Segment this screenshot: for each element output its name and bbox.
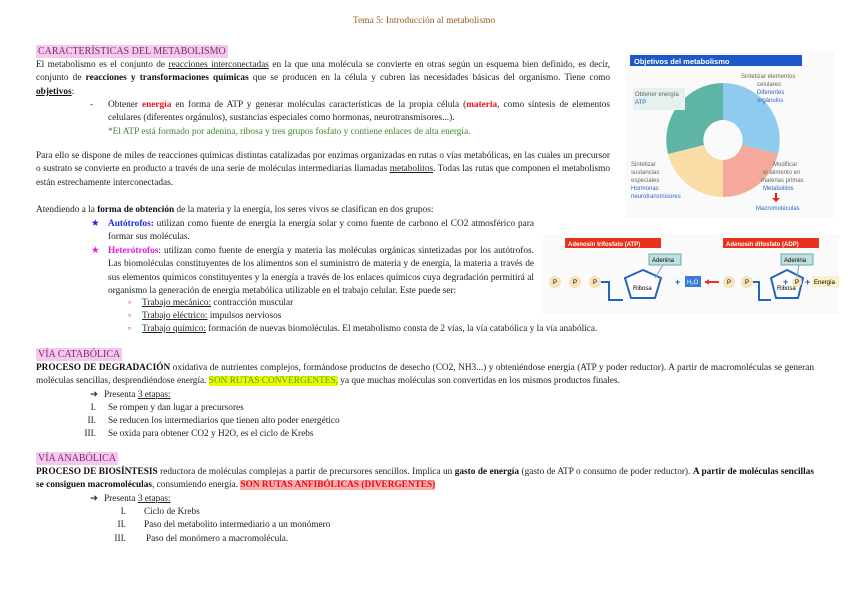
label: Obtener energía	[635, 92, 679, 98]
presenta-line	[90, 389, 171, 402]
objetivos-term: objetivos	[36, 86, 72, 97]
square-bullet-icon: ▫	[128, 298, 132, 308]
phosphate: P	[727, 280, 732, 286]
text: : utilizan como fuente de energía y materia las moléculas orgánicas sintetizadas por los autótrofos. Las biomoléculas constituyentes de los alimentos son el suministro de materia y de energía, la materia a través de sus elementos químicos constituyentes y la energía a través de los enlaces químicos cuya degradación permitirá al organismo la generación de energía metabólica utilizable en el trabajo celular. Este puede ser:	[108, 246, 534, 297]
phosphate: P	[553, 280, 558, 286]
label: celulares	[757, 82, 782, 88]
objetivos-metabolismo-figure	[625, 52, 835, 218]
atp-adp-diagram	[543, 234, 839, 314]
bold-term: A partir de moléculas sencillas se consiguen macromoléculas	[36, 467, 814, 491]
arrow-icon: ➔	[90, 494, 98, 504]
energia-term: energía	[141, 100, 172, 110]
step-text: Se rompen y dan lugar a precursores	[108, 403, 244, 413]
heterotrofos-item	[108, 245, 534, 299]
label: neurotransmisores	[631, 194, 681, 200]
adenina-label: Adenina	[652, 258, 675, 264]
label: Hormonas	[631, 186, 659, 192]
segment-bottom-left	[668, 145, 723, 197]
step-text: Ciclo de Krebs	[144, 507, 200, 517]
step-text: Paso del monómero a macromolécula.	[146, 534, 289, 544]
trabajo-item	[128, 297, 293, 310]
arrow-icon: ➔	[90, 390, 98, 400]
step-number: II.	[87, 416, 96, 426]
step-text: Paso del metabolito intermediario a un monómero	[144, 520, 331, 530]
trabajo-item	[128, 310, 281, 323]
bullet-dash: -	[90, 100, 94, 110]
text: , consumiendo energía.	[152, 480, 241, 491]
text: de la materia y la energía, los seres vivos se clasifican en dos grupos:	[174, 205, 434, 215]
text: oxidativa de nutrientes complejos, formándose productos de desecho (CO2, NH3...) y obteniéndose energía (ATP y poder reductor). A partir de macromoléculas se generan moléculas sencillas, desprendiéndose energía.	[36, 363, 814, 387]
label: sustancias	[631, 170, 660, 176]
text: El metabolismo es el conjunto de	[36, 60, 169, 70]
label: Sintetizar elementos	[741, 74, 796, 80]
phosphate: P	[795, 280, 800, 286]
trabajo-text: contracción muscular	[211, 298, 294, 308]
step-number: I.	[120, 507, 126, 517]
label: Modificar	[773, 162, 798, 168]
square-bullet-icon: ▫	[128, 311, 132, 321]
metabolitos-term: metabolitos	[389, 164, 434, 175]
paragraph-definition	[36, 59, 610, 99]
atp-title: Adenosín trifosfato (ATP)	[568, 242, 641, 248]
label: especiales	[631, 178, 660, 184]
text: , como síntesis de elementos celulares (diferentes orgánulos), sustancias especiales como hormonas, neurotransmisores...).	[108, 100, 610, 124]
label: Metabolitos	[763, 186, 794, 192]
label: Macromoléculas	[756, 206, 800, 212]
plus-sign: +	[675, 277, 681, 287]
down-arrow-icon	[772, 193, 780, 202]
water-label: H₂O	[687, 280, 699, 286]
atp-adp-figure	[543, 234, 839, 314]
text: ya que muchas moléculas son convertidas en los mismos productos finales.	[337, 376, 620, 387]
donut-chart	[625, 52, 835, 218]
underlined-term: 3 etapas:	[137, 494, 171, 504]
plus-sign: +	[783, 277, 789, 287]
highlight-convergentes: SON RUTAS CONVERGENTES,	[208, 376, 338, 387]
trabajo-text: formación de nuevas biomoléculas. El metabolismo consta de 2 vías, la vía catabólica y la vía anabólica.	[205, 324, 598, 334]
star-icon: ★	[91, 246, 100, 256]
star-icon: ★	[91, 219, 100, 229]
label: materias primas	[761, 178, 804, 184]
autotrofos-term: Autótrofos:	[108, 219, 154, 229]
adp-title: Adenosín difosfato (ADP)	[726, 242, 799, 248]
text: en la que una molécula se convierte en otras según un esquema bien definido, es decir, conjunto de	[36, 60, 611, 84]
document-title: Tema 5: Introducción al metabolismo	[352, 16, 496, 26]
text: reductora de moléculas complejas a partir de precursores sencillos. Implica un	[157, 467, 455, 477]
heading-text: VÍA ANABÓLICA	[38, 453, 117, 464]
adp-molecule	[723, 254, 813, 300]
ribosa-label: Ribosa	[777, 286, 796, 292]
text: Obtener	[108, 100, 142, 110]
bold-term: gasto de energía	[454, 467, 520, 477]
autotrofos-item	[108, 218, 534, 245]
trabajo-label: Trabajo mecánico:	[142, 298, 212, 308]
text: Para ello se dispone de miles de reacciones químicas distintas catalizadas por enzimas organizadas en rutas o vías metabólicas, en las cuales un precursor o sustrato se convierte en producto a través de una serie de moléculas intermediarias llamadas	[36, 151, 610, 175]
label: el alimento en	[763, 170, 801, 176]
step-text: Se oxida para obtener CO2 y H2O, es el ciclo de Krebs	[108, 429, 314, 439]
square-bullet-icon: ▫	[128, 324, 132, 334]
phosphate: P	[593, 280, 598, 286]
figure-title: Objetivos del metabolismo	[634, 57, 730, 66]
step-number: I.	[90, 403, 96, 413]
text: Presenta	[104, 494, 138, 504]
section-heading-caracteristicas	[36, 45, 228, 59]
paragraph-clasificacion	[36, 204, 433, 217]
bullet-objetivo	[108, 99, 610, 126]
adenina-label: Adenina	[784, 258, 807, 264]
plus-sign: +	[805, 277, 811, 287]
text: que se producen en la célula y cubren las necesidades básicas del organismo. Tiene como	[248, 73, 610, 84]
bold-term: forma de obtención	[97, 205, 175, 215]
heading-text: CARACTERÍSTICAS DEL METABOLISMO	[38, 46, 226, 57]
energia-label: Energía	[814, 280, 836, 286]
text: :	[71, 86, 75, 97]
atp-note: *El ATP está formado por adenina, ribosa y tres grupos fosfato y contiene enlaces de alta energía.	[108, 127, 471, 137]
presenta-line	[90, 493, 171, 506]
trabajo-item	[128, 323, 597, 336]
step-number: II.	[117, 520, 126, 530]
ribosa-label: Ribosa	[633, 286, 652, 292]
atp-molecule	[549, 254, 681, 300]
label: Diferentes	[757, 90, 785, 96]
section-heading-catabolica	[36, 348, 122, 362]
heterotrofos-term: Heterótrofos	[108, 246, 159, 256]
text: en forma de ATP y generar moléculas características de la propia célula (	[171, 100, 467, 110]
section-heading-anabolica	[36, 452, 118, 466]
label: orgánulos	[757, 98, 784, 104]
trabajo-label: Trabajo químico:	[142, 324, 206, 334]
text: Presenta	[104, 390, 138, 400]
highlight-anfibolicas: SON RUTAS ANFIBÓLICAS (DIVERGENTES)	[240, 480, 436, 491]
step-number: III.	[84, 429, 96, 439]
materia-term: materia	[466, 100, 498, 110]
bold-term: reacciones y transformaciones químicas	[85, 73, 249, 84]
step-text: Se reducen los intermediarios que tienen alto poder energético	[108, 416, 340, 426]
paragraph-anabolica	[36, 466, 814, 493]
text: utilizan como fuente de energía la energía solar y como fuente de carbono el CO2 atmosférico para formar sus moléculas.	[108, 219, 534, 243]
label: ATP	[635, 100, 647, 106]
text: . Todas las rutas que componen el metabolismo están estrechamente interconectadas.	[36, 164, 610, 188]
trabajo-label: Trabajo eléctrico:	[142, 311, 208, 321]
phosphate: P	[745, 280, 750, 286]
trabajo-text: impulsos nerviosos	[207, 311, 282, 321]
bold-term: PROCESO DE BIOSÍNTESIS	[36, 467, 158, 477]
label: Sintetizar	[631, 162, 657, 168]
paragraph-rutas	[36, 150, 610, 190]
phosphate: P	[573, 280, 578, 286]
bold-term: PROCESO DE DEGRADACIÓN	[36, 363, 171, 373]
underlined-term: 3 etapas:	[137, 390, 171, 400]
heading-text: VÍA CATABÓLICA	[38, 349, 121, 360]
text: (gasto de ATP o consumo de poder reductor).	[519, 467, 693, 477]
paragraph-catabolica	[36, 362, 814, 389]
step-number: III.	[114, 534, 126, 544]
underlined-term: reacciones interconectadas	[168, 60, 269, 70]
text: Atendiendo a la	[36, 205, 98, 215]
